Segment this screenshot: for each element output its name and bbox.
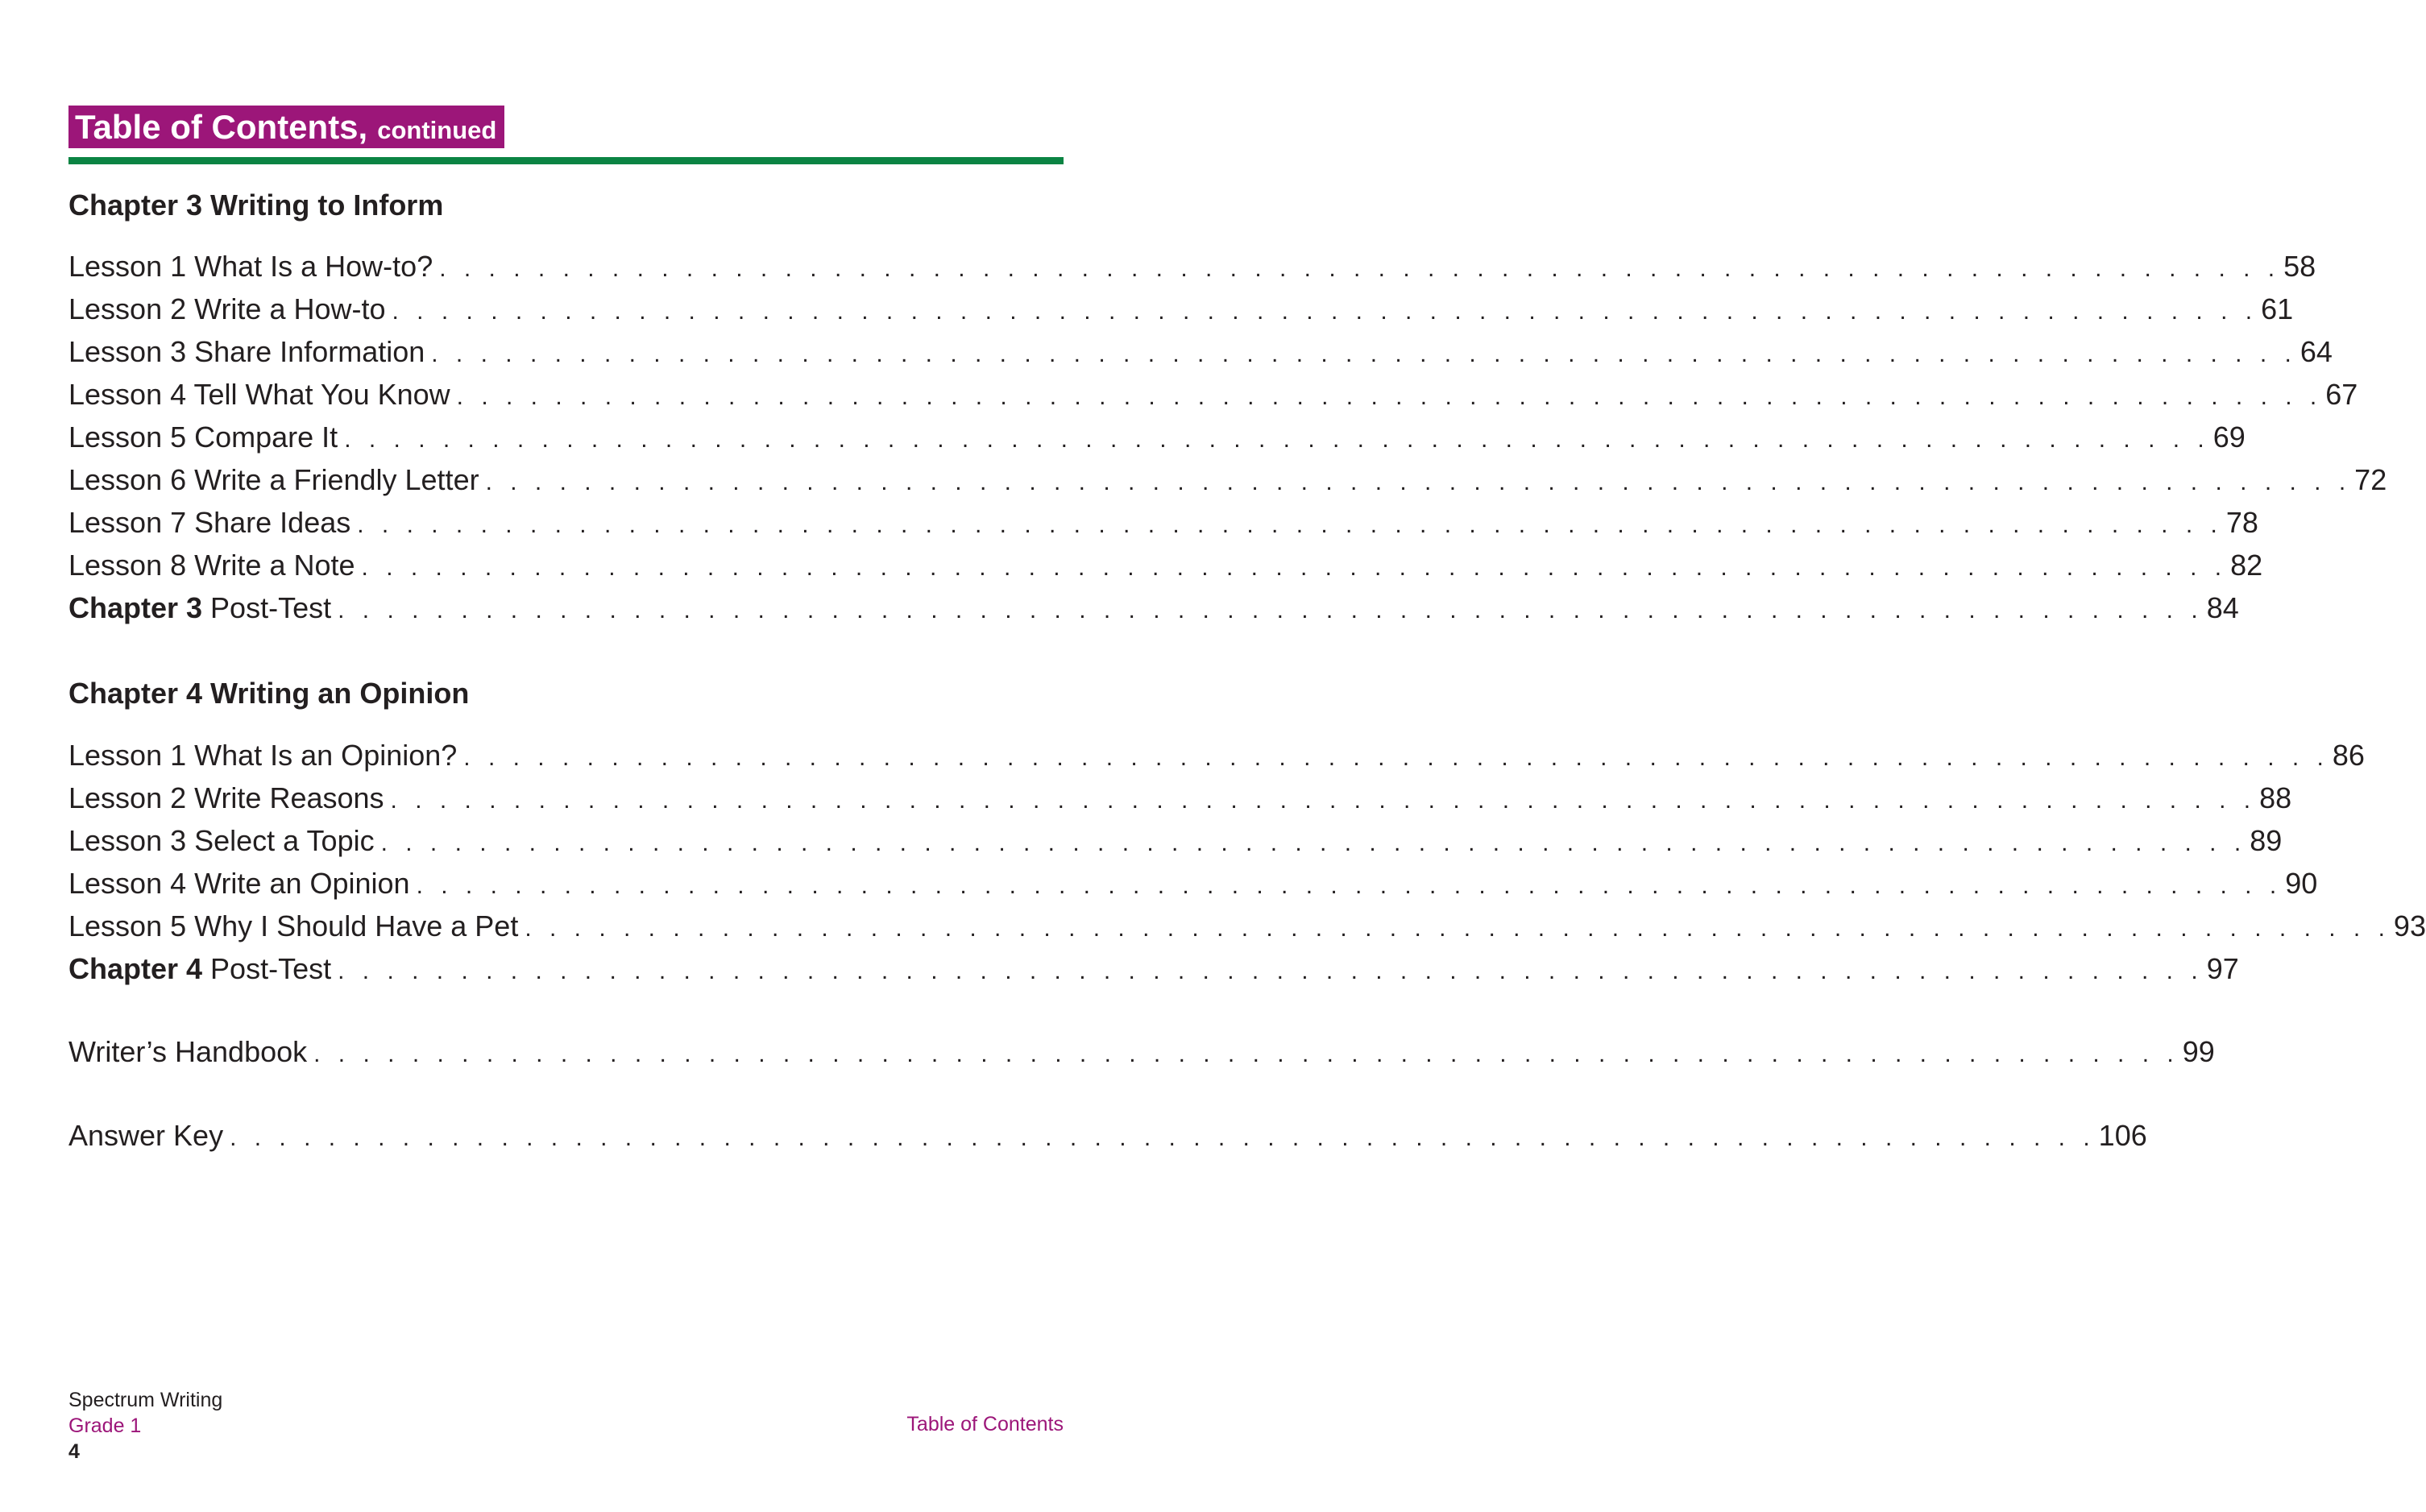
leader-dots: . . . . . . . . . . . . . . . . . . . . . . . . . . . . . . . . . . . . . . . . . . . . . . . . . . . . . . . . . . . . . . . . . . . . . . . . . . . .	[344, 426, 2210, 453]
toc-entry[interactable]	[68, 506, 2258, 549]
toc-entry[interactable]	[68, 909, 2426, 952]
leader-dots: . . . . . . . . . . . . . . . . . . . . . . . . . . . . . . . . . . . . . . . . . . . . . . . . . . . . . . . . . . . . . . . . . . . . . . . . . . . .	[392, 298, 2258, 325]
toc-entry-page: 99	[2182, 1035, 2215, 1068]
toc-entry[interactable]	[68, 335, 2333, 378]
toc-entry-post-test[interactable]	[68, 952, 2239, 995]
chapter-4-heading: Chapter 4 Writing an Opinion	[68, 677, 470, 710]
toc-entry-label: Lesson 8 Write a Note	[68, 549, 355, 582]
title-subtitle: continued	[377, 116, 497, 144]
toc-entry-answer-key[interactable]	[68, 1119, 2147, 1162]
leader-dots: . . . . . . . . . . . . . . . . . . . . . . . . . . . . . . . . . . . . . . . . . . . . . . . . . . . . . . . . . . . . . . . . . . . . . . . . . . .	[439, 255, 2281, 282]
page-title	[68, 106, 504, 148]
leader-dots: . . . . . . . . . . . . . . . . . . . . . . . . . . . . . . . . . . . . . . . . . . . . . . . . . . . . . . . . . . . . . . . . . . . . . . . . . . . .	[416, 872, 2283, 899]
leader-dots: . . . . . . . . . . . . . . . . . . . . . . . . . . . . . . . . . . . . . . . . . . . . . . . . . . . . . . . . . . . . . . . . . . . . . . . . . . . .	[525, 915, 2391, 942]
toc-entry-label: Lesson 5 Why I Should Have a Pet	[68, 909, 519, 942]
toc-entry-page: 84	[2206, 591, 2239, 624]
footer-left	[68, 1387, 222, 1464]
toc-entry[interactable]	[68, 292, 2294, 335]
toc-entry-page: 93	[2393, 909, 2426, 942]
toc-entry-post-test[interactable]	[68, 591, 2239, 634]
footer-book-title: Spectrum Writing	[68, 1389, 223, 1411]
toc-entry-page: 69	[2212, 420, 2246, 454]
toc-entry-page: 106	[2098, 1119, 2147, 1152]
toc-entry-label: Lesson 4 Tell What You Know	[68, 378, 450, 411]
toc-entry-label	[68, 591, 338, 625]
leader-dots: . . . . . . . . . . . . . . . . . . . . . . . . . . . . . . . . . . . . . . . . . . . . . . . . . . . . . . . . . . . . . . . . . . . . . . . . . . . .	[485, 469, 2352, 495]
leader-dots: . . . . . . . . . . . . . . . . . . . . . . . . . . . . . . . . . . . . . . . . . . . . . . . . . . . . . . . . . . . . . . . . . . . . . . . . . . . .	[357, 512, 2223, 538]
chapter-4-list	[68, 739, 2426, 995]
toc-entry-page: 67	[2325, 378, 2358, 411]
chapter-3-heading: Chapter 3 Writing to Inform	[68, 188, 444, 222]
toc-entry-label: Lesson 4 Write an Opinion	[68, 867, 410, 900]
post-test-label: Post-Test	[202, 952, 332, 985]
toc-entry-label: Lesson 3 Select a Topic	[68, 824, 375, 857]
leader-dots: . . . . . . . . . . . . . . . . . . . . . . . . . . . . . . . . . . . . . . . . . . . . . . . . . . . . . . . . . . . . . . . . . . . . . . . . . . . .	[463, 744, 2329, 771]
chapter-3-list	[68, 250, 2387, 634]
answer-key-list	[68, 1119, 2147, 1162]
toc-entry[interactable]	[68, 739, 2365, 781]
leader-dots: . . . . . . . . . . . . . . . . . . . . . . . . . . . . . . . . . . . . . . . . . . . . . . . . . . . . . . . . . . . . . . . . . . . . . . . . . . . .	[338, 597, 2204, 623]
toc-entry-writers-handbook[interactable]	[68, 1035, 2215, 1078]
toc-entry-label	[68, 952, 338, 986]
footer-page-number: 4	[68, 1440, 80, 1463]
toc-entry-page: 88	[2259, 781, 2292, 814]
leader-dots: . . . . . . . . . . . . . . . . . . . . . . . . . . . . . . . . . . . . . . . . . . . . . . . . . . . . . . . . . . . . . . . . . . . . . . . . . . . .	[380, 830, 2247, 856]
toc-entry-page: 89	[2250, 824, 2283, 857]
toc-entry-label: Writer’s Handbook	[68, 1035, 308, 1068]
leader-dots: . . . . . . . . . . . . . . . . . . . . . . . . . . . . . . . . . . . . . . . . . . . . . . . . . . . . . . . . . . . . . . . . . . . . . . . . . . . .	[230, 1125, 2096, 1151]
toc-entry[interactable]	[68, 824, 2283, 867]
leader-dots: . . . . . . . . . . . . . . . . . . . . . . . . . . . . . . . . . . . . . . . . . . . . . . . . . . . . . . . . . . . . . . . . . . . . . . . . . . . .	[390, 787, 2257, 814]
toc-entry-page: 86	[2332, 739, 2365, 772]
post-test-label: Post-Test	[202, 591, 332, 624]
toc-entry-label: Lesson 7 Share Ideas	[68, 506, 351, 539]
title-main: Table of Contents,	[75, 108, 368, 146]
toc-page	[68, 0, 2426, 1512]
toc-entry-page: 64	[2300, 335, 2333, 368]
post-test-chapter: Chapter 4	[68, 952, 203, 985]
leader-dots: . . . . . . . . . . . . . . . . . . . . . . . . . . . . . . . . . . . . . . . . . . . . . . . . . . . . . . . . . . . . . . . . . . . . . . . . . . . .	[361, 554, 2228, 581]
toc-entry-label: Lesson 1 What Is an Opinion?	[68, 739, 458, 772]
toc-entry-page: 78	[2225, 506, 2258, 539]
toc-entry-label: Lesson 2 Write Reasons	[68, 781, 384, 814]
toc-entry-page: 82	[2230, 549, 2263, 582]
footer-grade: Grade 1	[68, 1415, 142, 1437]
leader-dots: . . . . . . . . . . . . . . . . . . . . . . . . . . . . . . . . . . . . . . . . . . . . . . . . . . . . . . . . . . . . . . . . . . . . . . . . . . . .	[313, 1041, 2179, 1067]
leader-dots: . . . . . . . . . . . . . . . . . . . . . . . . . . . . . . . . . . . . . . . . . . . . . . . . . . . . . . . . . . . . . . . . . . . . . . . . . . . .	[431, 341, 2297, 367]
toc-entry[interactable]	[68, 867, 2318, 909]
toc-entry-page: 90	[2285, 867, 2318, 900]
footer-section-name: Table of Contents	[906, 1413, 1064, 1435]
leader-dots: . . . . . . . . . . . . . . . . . . . . . . . . . . . . . . . . . . . . . . . . . . . . . . . . . . . . . . . . . . . . . . . . . . . . . . . . . . . .	[456, 383, 2323, 410]
toc-entry-page: 97	[2206, 952, 2239, 985]
toc-entry-label: Lesson 5 Compare It	[68, 420, 338, 454]
toc-entry-page: 61	[2261, 292, 2294, 325]
toc-entry[interactable]	[68, 420, 2246, 463]
writers-handbook-list	[68, 1035, 2215, 1078]
toc-entry-label: Lesson 1 What Is a How-to?	[68, 250, 433, 283]
post-test-chapter: Chapter 3	[68, 591, 203, 624]
title-divider	[68, 157, 1064, 164]
toc-entry[interactable]	[68, 549, 2263, 591]
toc-entry[interactable]	[68, 250, 2316, 292]
toc-entry-label: Answer Key	[68, 1119, 224, 1152]
toc-entry-label: Lesson 3 Share Information	[68, 335, 425, 368]
toc-entry-label: Lesson 6 Write a Friendly Letter	[68, 463, 479, 496]
toc-entry[interactable]	[68, 781, 2292, 824]
toc-entry[interactable]	[68, 463, 2387, 506]
toc-entry-label: Lesson 2 Write a How-to	[68, 292, 386, 325]
toc-entry[interactable]	[68, 378, 2358, 420]
leader-dots: . . . . . . . . . . . . . . . . . . . . . . . . . . . . . . . . . . . . . . . . . . . . . . . . . . . . . . . . . . . . . . . . . . . . . . . . . . . .	[338, 958, 2204, 984]
toc-entry-page: 58	[2283, 250, 2316, 283]
toc-entry-page: 72	[2354, 463, 2387, 496]
